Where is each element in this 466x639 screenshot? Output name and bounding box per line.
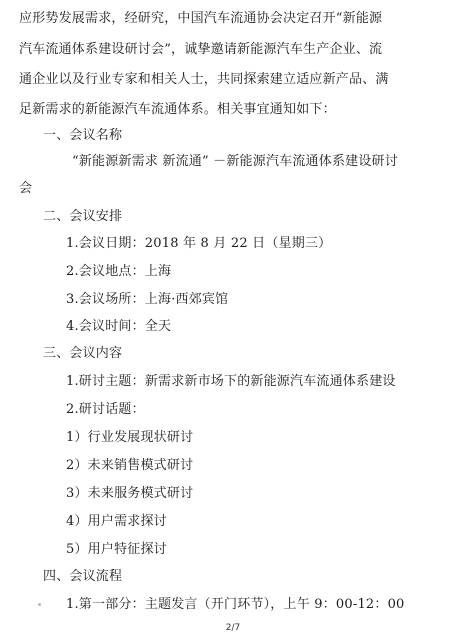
- scan-speck: [38, 603, 41, 606]
- agenda-part-1: 1.第一部分：主题发言（开门环节），上午 9：00-12：00: [66, 597, 405, 612]
- meeting-name-line-1: “新能源新需求 新流通” －新能源汽车流通体系建设研讨: [72, 154, 398, 169]
- meeting-location: 2.会议地点：上海: [66, 264, 172, 279]
- section-3-heading: 三、会议内容: [43, 346, 123, 361]
- section-2-heading: 二、会议安排: [43, 209, 123, 224]
- intro-line-4: 足新需求的新能源汽车流通体系。相关事宜通知如下：: [19, 102, 336, 117]
- section-4-heading: 四、会议流程: [43, 569, 123, 584]
- discussion-theme: 1.研讨主题：新需求新市场下的新能源汽车流通体系建设: [66, 374, 396, 389]
- discussion-topics-label: 2.研讨话题：: [66, 402, 145, 417]
- meeting-time: 4.会议时间：全天: [66, 319, 172, 334]
- meeting-venue: 3.会议场所：上海·西郊宾馆: [66, 292, 229, 307]
- meeting-date: 1.会议日期：2018 年 8 月 22 日（星期三）: [66, 236, 332, 251]
- topic-item: 2）未来销售模式研讨: [66, 458, 194, 473]
- intro-line-3: 通企业以及行业专家和相关人士，共同探索建立适应新产品、满: [19, 72, 389, 87]
- intro-line-2: 汽车流通体系建设研讨会”，诚挚邀请新能源汽车生产企业、流: [19, 42, 383, 57]
- topic-item: 1）行业发展现状研讨: [66, 430, 194, 445]
- topic-item: 4）用户需求探讨: [66, 514, 167, 529]
- meeting-name-line-2: 会: [19, 181, 33, 196]
- topic-item: 3）未来服务模式研讨: [66, 486, 194, 501]
- page-number: 2/7: [225, 623, 241, 633]
- topic-item: 5）用户特征探讨: [66, 542, 167, 557]
- section-1-heading: 一、会议名称: [43, 128, 123, 143]
- intro-line-1: 应形势发展需求，经研究，中国汽车流通协会决定召开“新能源: [19, 11, 383, 26]
